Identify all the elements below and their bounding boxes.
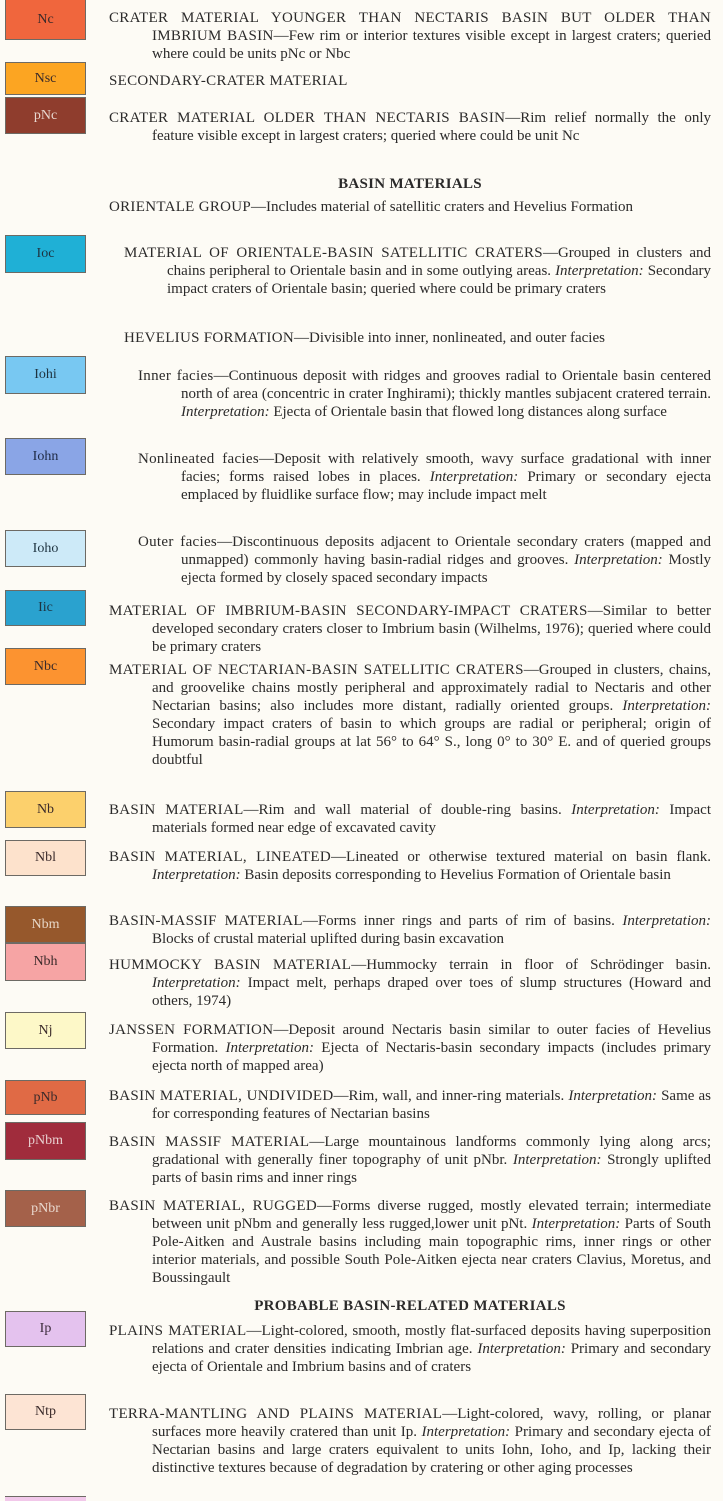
unit-box-Nsc	[5, 62, 86, 95]
unit-desc-Nbh	[109, 956, 711, 1010]
interpretation-label: Interpretation:	[571, 802, 660, 818]
unit-box-Nbm	[5, 906, 86, 943]
unit-desc-orientale-group	[109, 198, 711, 216]
dash: —	[316, 1198, 332, 1214]
unit-symbol: Iic	[38, 600, 53, 615]
unit-symbol: pNbm	[28, 1133, 63, 1148]
dash: —	[331, 849, 347, 865]
unit-description: Includes material of satellitic craters and Hevelius Formation	[266, 199, 634, 215]
unit-desc-Ntp	[109, 1405, 711, 1477]
unit-name: BASIN MATERIAL, UNDIVIDED	[109, 1088, 334, 1104]
interpretation-text: Primary or secondary ejecta emplaced by fluidlike surface flow; may include impact melt	[181, 469, 712, 503]
unit-name: Inner facies	[138, 368, 214, 384]
interpretation-text: Secondary impact craters of Orientale basin; queried where could be primary craters	[167, 263, 711, 297]
unit-box-Iohn	[5, 438, 86, 475]
unit-desc-Ioc	[124, 244, 711, 298]
interpretation-text: Parts of South Pole-Aitken and Australe basins including main topographic rims, inner rings or other interior materials, and possible South Pole-Aitken ejecta near craters Clavius, Moretus, and Boussingault	[152, 1216, 712, 1286]
unit-box-Nbc	[5, 648, 86, 685]
unit-name: BASIN-MASSIF MATERIAL	[109, 913, 303, 929]
unit-box-Nj	[5, 1012, 86, 1049]
interpretation-text: Primary and secondary ejecta of Orientale and Imbrium basins and of craters	[152, 1341, 712, 1375]
unit-box-Nbh	[5, 943, 86, 981]
unit-symbol: pNbr	[31, 1200, 60, 1216]
dash: —	[217, 534, 233, 550]
unit-symbol: Iohi	[34, 367, 57, 382]
unit-name: TERRA-MANTLING AND PLAINS MATERIAL	[109, 1406, 443, 1422]
interpretation-label: Interpretation:	[152, 867, 241, 883]
unit-desc-Nbl	[109, 848, 711, 884]
unit-symbol: Nsc	[34, 70, 57, 86]
unit-name: JANSSEN FORMATION	[109, 1022, 274, 1038]
unit-description: Grouped in clusters, chains, and groovelike chains mostly peripheral and approximately radial to Nectaris and other Nectarian basins; also includes more distant, radially oriented groups.	[152, 662, 711, 714]
unit-box-pNc	[5, 97, 86, 134]
dash: —	[523, 662, 539, 678]
dash: —	[351, 957, 367, 973]
unit-description: Few rim or interior textures visible except in largest craters; queried where could be units pNc or Nbc	[152, 28, 711, 62]
interpretation-text: Impact materials formed near edge of excavated cavity	[152, 802, 711, 836]
unit-name: BASIN MATERIAL	[109, 802, 244, 818]
unit-name: SECONDARY-CRATER MATERIAL	[109, 73, 348, 89]
dash: —	[587, 603, 603, 619]
unit-desc-Nsc	[109, 72, 711, 90]
unit-desc-pNc	[109, 109, 711, 145]
dash: —	[302, 913, 318, 929]
unit-desc-Iic	[109, 602, 711, 656]
unit-desc-pNb	[109, 1087, 711, 1123]
unit-desc-Nbc	[109, 661, 711, 769]
unit-description: Similar to better developed secondary craters closer to Imbrium basin (Wilhelms, 1976); queried where could be primary craters	[152, 603, 711, 655]
dash: —	[246, 1323, 262, 1339]
unit-box-pNb	[5, 1080, 86, 1115]
interpretation-text: Strongly uplifted parts of basin rims and inner rings	[152, 1152, 711, 1186]
interpretation-text: Secondary impact craters of basin to which groups are radial or peripheral; origin of Humorum basin-radial groups at lat 56° to 64° S., long 0° to 30° E. and of queried groups doubtful	[152, 716, 711, 768]
unit-box-Ntp	[5, 1394, 86, 1430]
unit-name: CRATER MATERIAL YOUNGER THAN NECTARIS BASIN BUT OLDER THAN IMBRIUM BASIN	[109, 10, 711, 44]
unit-desc-Nb	[109, 801, 711, 837]
interpretation-text: Basin deposits corresponding to Hevelius Formation of Orientale basin	[244, 867, 671, 883]
interpretation-label: Interpretation:	[574, 552, 663, 568]
unit-desc-Ip	[109, 1322, 711, 1376]
unit-box-Ioc	[5, 235, 86, 273]
dash: —	[442, 1406, 458, 1422]
unit-name: ORIENTALE GROUP	[109, 199, 252, 215]
unit-name: HEVELIUS FORMATION	[124, 330, 294, 346]
unit-symbol: Ip	[39, 1321, 52, 1336]
unit-box-pNbm	[5, 1122, 86, 1160]
interpretation-text: Ejecta of Orientale basin that flowed long distances along surface	[273, 404, 667, 420]
unit-box-Iohi	[5, 356, 86, 394]
interpretation-label: Interpretation:	[225, 1040, 315, 1056]
section-header-basin: BASIN MATERIALS	[338, 176, 482, 192]
unit-name: BASIN MASSIF MATERIAL	[109, 1134, 310, 1150]
dash: —	[273, 28, 289, 44]
unit-description: Rim, wall, and inner-ring materials.	[348, 1088, 565, 1104]
dash: —	[251, 199, 267, 215]
dash: —	[333, 1088, 349, 1104]
unit-description: Light-colored, smooth, mostly flat-surfaced deposits having superposition relations and crater densities indicating Imbrian age.	[152, 1323, 712, 1357]
unit-desc-hevelius	[124, 329, 711, 347]
dash: —	[309, 1134, 325, 1150]
unit-description: Forms inner rings and parts of rim of basins.	[317, 913, 615, 929]
unit-description: Deposit with relatively smooth, wavy surface gradational with inner facies; forms raised lobes in places.	[181, 451, 711, 485]
interpretation-label: Interpretation:	[152, 975, 241, 991]
unit-description: Discontinuous deposits adjacent to Orientale secondary craters (mapped and unmapped) commonly having basin-radial ridges and grooves.	[181, 534, 711, 568]
unit-desc-Iohi	[138, 367, 711, 421]
dash: —	[213, 368, 229, 384]
dash: —	[293, 330, 309, 346]
interpretation-text: Primary and secondary ejecta of Nectarian basins and large craters equivalent to units Iohn, Ioho, and Ip, lacking their distinctive textures because of degradation by cratering or other aging processes	[152, 1424, 712, 1476]
unit-symbol: Nbh	[33, 954, 58, 969]
unit-symbol: Ioc	[36, 246, 55, 261]
unit-desc-Iohn	[138, 450, 711, 504]
section-header-probable: PROBABLE BASIN-RELATED MATERIALS	[254, 1298, 566, 1314]
interpretation-label: Interpretation:	[531, 1216, 621, 1232]
unit-name: Outer facies	[138, 534, 218, 550]
unit-description: Large mountainous landforms commonly lying along arcs; gradational with generally finer topography of unit pNbr.	[152, 1134, 712, 1168]
unit-box-Ioho	[5, 530, 86, 567]
unit-box-Ip	[5, 1311, 86, 1347]
unit-symbol: Ntp	[35, 1404, 56, 1419]
unit-symbol: Nj	[38, 1022, 53, 1038]
interpretation-label: Interpretation:	[622, 913, 711, 929]
unit-name: PLAINS MATERIAL	[109, 1323, 247, 1339]
interpretation-text: Blocks of crustal material uplifted during basin excavation	[152, 931, 504, 947]
unit-symbol: Iohn	[32, 448, 59, 464]
unit-symbol: pNc	[33, 107, 58, 123]
dash: —	[505, 110, 521, 126]
unit-desc-Nc	[109, 9, 711, 63]
unit-desc-Nj	[109, 1021, 711, 1075]
interpretation-label: Interpretation:	[555, 263, 644, 279]
unit-box-Iic	[5, 590, 86, 626]
interpretation-label: Interpretation:	[181, 404, 270, 420]
unit-desc-pNbm	[109, 1133, 711, 1187]
unit-symbol: Nbl	[35, 850, 56, 865]
unit-name: MATERIAL OF NECTARIAN-BASIN SATELLITIC CRATERS	[109, 662, 524, 678]
dash: —	[258, 451, 274, 467]
unit-description: Divisible into inner, nonlineated, and outer facies	[308, 330, 605, 346]
interpretation-label: Interpretation:	[622, 698, 711, 714]
unit-name: MATERIAL OF ORIENTALE-BASIN SATELLITIC CRATERS	[124, 245, 543, 261]
partial-unit-box	[5, 1496, 86, 1501]
unit-name: MATERIAL OF IMBRIUM-BASIN SECONDARY-IMPACT CRATERS	[109, 603, 588, 619]
unit-name: BASIN MATERIAL, LINEATED	[109, 849, 332, 865]
interpretation-label: Interpretation:	[421, 1424, 511, 1440]
unit-description: Continuous deposit with ridges and grooves radial to Orientale basin centered north of area (concentric in crater Inghirami); thickly mantles subjacent cratered terrain.	[181, 368, 711, 402]
unit-name: HUMMOCKY BASIN MATERIAL	[109, 957, 352, 973]
interpretation-text: Mostly ejecta formed by closely spaced secondary impacts	[181, 552, 712, 586]
interpretation-label: Interpretation:	[568, 1088, 657, 1104]
unit-box-Nc	[5, 0, 86, 40]
dash: —	[243, 802, 259, 818]
interpretation-label: Interpretation:	[429, 469, 519, 485]
unit-description: Deposit around Nectaris basin similar to outer facies of Hevelius Formation.	[152, 1022, 711, 1056]
unit-symbol: Nc	[37, 11, 54, 27]
unit-name: Nonlineated facies	[138, 451, 259, 467]
unit-description: Forms diverse rugged, mostly elevated terrain; intermediate between unit pNbm and generally less rugged,lower unit pNt.	[152, 1198, 712, 1232]
unit-box-Nb	[5, 791, 86, 828]
unit-description: Grouped in clusters and chains peripheral to Orientale basin and in some outlying areas.	[167, 245, 711, 279]
unit-name: BASIN MATERIAL, RUGGED	[109, 1198, 317, 1214]
unit-desc-Nbm	[109, 912, 711, 948]
dash: —	[542, 245, 558, 261]
unit-description: Rim and wall material of double-ring basins.	[258, 802, 562, 818]
unit-symbol: Nbm	[31, 916, 60, 932]
unit-box-Nbl	[5, 840, 86, 876]
unit-symbol: Nbc	[33, 658, 58, 674]
unit-description: Light-colored, wavy, rolling, or planar surfaces more heavily cratered than unit Ip.	[152, 1406, 711, 1440]
interpretation-label: Interpretation:	[512, 1152, 602, 1168]
unit-desc-Ioho	[138, 533, 711, 587]
unit-description: Hummocky terrain in floor of Schrödinger basin.	[366, 957, 711, 973]
interpretation-text: Same as for corresponding features of Nectarian basins	[152, 1088, 712, 1122]
unit-desc-pNbr	[109, 1197, 711, 1287]
dash: —	[273, 1022, 289, 1038]
interpretation-text: Impact melt, perhaps draped over toes of slump structures (Howard and others, 1974)	[152, 975, 711, 1009]
interpretation-text: Ejecta of Nectaris-basin secondary impacts (includes primary ejecta north of mapped area)	[152, 1040, 711, 1074]
unit-box-pNbr	[5, 1190, 86, 1227]
unit-description: Rim relief normally the only feature visible except in largest craters; queried where could be unit Nc	[152, 110, 711, 144]
unit-name: CRATER MATERIAL OLDER THAN NECTARIS BASIN	[109, 110, 506, 126]
unit-description: Lineated or otherwise textured material on basin flank.	[346, 849, 711, 865]
interpretation-label: Interpretation:	[477, 1341, 566, 1357]
unit-symbol: Nb	[36, 801, 55, 817]
unit-symbol: pNb	[33, 1089, 58, 1105]
unit-symbol: Ioho	[32, 540, 59, 556]
